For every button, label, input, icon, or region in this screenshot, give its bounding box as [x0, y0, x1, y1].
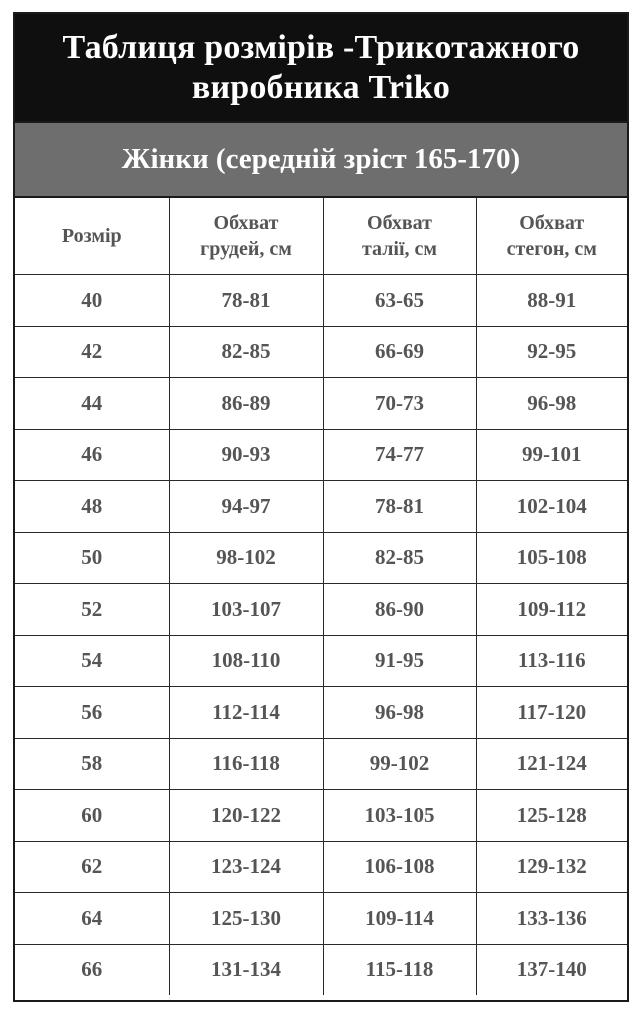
cell-size: 40	[15, 275, 169, 327]
cell-hips: 88-91	[476, 275, 627, 327]
header-size-label: Розмір	[61, 225, 122, 247]
chart-title: Таблиця розмірів -Трикотажного виробника Triko	[62, 28, 580, 106]
chart-subtitle: Жінки (середній зріст 165-170)	[121, 143, 521, 175]
header-bust-line2: грудей, см	[200, 238, 292, 260]
cell-size: 48	[15, 481, 169, 533]
header-waist	[323, 198, 476, 275]
cell-bust: 116-118	[169, 738, 323, 790]
table-row	[15, 841, 627, 893]
cell-bust: 86-89	[169, 378, 323, 430]
cell-waist: 86-90	[323, 584, 476, 636]
title-banner	[15, 14, 627, 121]
header-bust-line1: Обхват	[213, 212, 279, 234]
cell-size: 46	[15, 429, 169, 481]
header-bust	[169, 198, 323, 275]
cell-size: 42	[15, 326, 169, 378]
cell-hips: 129-132	[476, 841, 627, 893]
cell-size: 58	[15, 738, 169, 790]
cell-bust: 120-122	[169, 790, 323, 842]
cell-waist: 82-85	[323, 532, 476, 584]
cell-hips: 133-136	[476, 893, 627, 945]
cell-hips: 92-95	[476, 326, 627, 378]
subtitle-banner	[15, 121, 627, 198]
cell-bust: 98-102	[169, 532, 323, 584]
cell-bust: 108-110	[169, 635, 323, 687]
table-row	[15, 584, 627, 636]
cell-waist: 103-105	[323, 790, 476, 842]
table-row	[15, 944, 627, 995]
cell-waist: 99-102	[323, 738, 476, 790]
cell-waist: 78-81	[323, 481, 476, 533]
cell-bust: 131-134	[169, 944, 323, 995]
cell-bust: 82-85	[169, 326, 323, 378]
cell-size: 60	[15, 790, 169, 842]
cell-size: 54	[15, 635, 169, 687]
table-row	[15, 326, 627, 378]
cell-hips: 105-108	[476, 532, 627, 584]
header-waist-line2: талії, см	[361, 238, 438, 260]
header-size	[15, 198, 169, 275]
table-row	[15, 790, 627, 842]
cell-bust: 125-130	[169, 893, 323, 945]
cell-size: 50	[15, 532, 169, 584]
table-header-row	[15, 198, 627, 275]
cell-size: 44	[15, 378, 169, 430]
cell-bust: 112-114	[169, 687, 323, 739]
cell-waist: 63-65	[323, 275, 476, 327]
header-waist-line1: Обхват	[367, 212, 432, 234]
table-row	[15, 893, 627, 945]
size-chart	[13, 12, 629, 1002]
cell-waist: 66-69	[323, 326, 476, 378]
cell-waist: 106-108	[323, 841, 476, 893]
cell-hips: 96-98	[476, 378, 627, 430]
table-row	[15, 429, 627, 481]
cell-hips: 109-112	[476, 584, 627, 636]
cell-bust: 90-93	[169, 429, 323, 481]
cell-size: 66	[15, 944, 169, 995]
cell-size: 56	[15, 687, 169, 739]
table-row	[15, 635, 627, 687]
cell-bust: 103-107	[169, 584, 323, 636]
header-hips-line2: стегон, см	[506, 238, 597, 260]
header-hips-line1: Обхват	[519, 212, 585, 234]
cell-hips: 137-140	[476, 944, 627, 995]
cell-hips: 125-128	[476, 790, 627, 842]
cell-waist: 96-98	[323, 687, 476, 739]
cell-waist: 74-77	[323, 429, 476, 481]
table-row	[15, 481, 627, 533]
cell-size: 64	[15, 893, 169, 945]
cell-bust: 94-97	[169, 481, 323, 533]
cell-size: 62	[15, 841, 169, 893]
cell-waist: 109-114	[323, 893, 476, 945]
cell-size: 52	[15, 584, 169, 636]
cell-hips: 113-116	[476, 635, 627, 687]
cell-waist: 115-118	[323, 944, 476, 995]
cell-bust: 78-81	[169, 275, 323, 327]
table-row	[15, 532, 627, 584]
cell-waist: 70-73	[323, 378, 476, 430]
table-row	[15, 687, 627, 739]
cell-hips: 121-124	[476, 738, 627, 790]
cell-hips: 99-101	[476, 429, 627, 481]
cell-hips: 102-104	[476, 481, 627, 533]
header-hips	[476, 198, 627, 275]
table-row	[15, 378, 627, 430]
cell-bust: 123-124	[169, 841, 323, 893]
size-table	[15, 198, 627, 995]
cell-waist: 91-95	[323, 635, 476, 687]
table-row	[15, 275, 627, 327]
cell-hips: 117-120	[476, 687, 627, 739]
table-row	[15, 738, 627, 790]
